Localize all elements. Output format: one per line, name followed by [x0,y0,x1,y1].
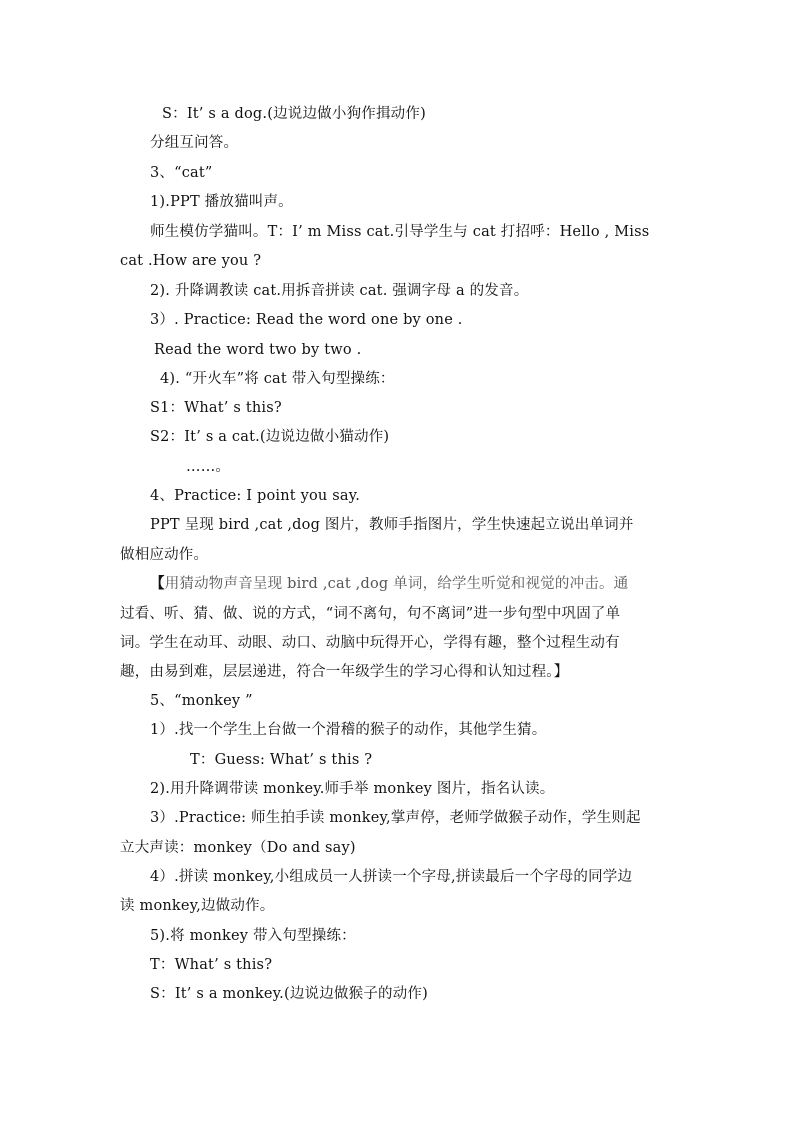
paragraph-ppt-show-cont: 做相应动作。 [120,547,209,563]
step-monkey-4: 4）.拼读 monkey,小组成员一人拼读一个字母,拼读最后一个字母的同学边 [150,869,633,885]
dialog-line-guess: T：Guess: What’ s this ? [190,752,373,768]
step-monkey-2: 2).用升降调带读 monkey.师手举 monkey 图片，指名认读。 [150,781,555,797]
commentary-line-3: 词。学生在动耳、动眼、动口、动脑中玩得开心，学得有趣，整个过程生动有 [120,635,620,651]
paragraph-cat-imitate: 师生模仿学猫叫。T：I’ m Miss cat.引导学生与 cat 打招呼：Hello , Miss [150,224,650,240]
step-cat-3-cont: Read the word two by two . [154,342,362,358]
step-monkey-4-cont: 读 monkey,边做动作。 [120,898,275,914]
section-heading-cat: 3、“cat” [150,165,213,181]
dialog-line-dog: S：It’ s a dog.(边说边做小狗作揖动作) [162,106,426,122]
section-heading-practice: 4、Practice: I point you say. [150,488,361,504]
dialog-line-s1: S1：What’ s this? [150,400,282,416]
dialog-line-s2: S2：It’ s a cat.(边说边做小猫动作) [150,429,390,445]
commentary-line-4: 趣，由易到难，层层递进，符合一年级学生的学习心得和认知过程。】 [120,664,569,680]
dialog-line-t-what: T：What’ s this? [150,957,273,973]
paragraph-group-practice: 分组互问答。 [150,135,239,151]
dialog-line-s-monkey: S：It’ s a monkey.(边说边做猴子的动作) [150,986,428,1002]
step-cat-3: 3）. Practice: Read the word one by one . [150,312,463,328]
step-cat-1: 1).PPT 播放猫叫声。 [150,194,293,210]
commentary-line-2: 过看、听、猜、做、说的方式，“词不离句，句不离词”进一步句型中巩固了单 [120,606,621,622]
paragraph-cat-imitate-cont: cat .How are you ? [120,253,262,269]
ellipsis-line: ……。 [186,459,231,475]
commentary-line-1 [150,574,628,594]
step-monkey-1: 1）.找一个学生上台做一个滑稽的猴子的动作，其他学生猜。 [150,722,547,738]
step-cat-2: 2). 升降调教读 cat.用拆音拼读 cat. 强调字母 a 的发音。 [150,283,529,299]
step-cat-4: 4). “开火车”将 cat 带入句型操练： [160,371,395,387]
commentary-open-bracket: 【 [150,575,165,592]
commentary-text-1: 用猜动物声音呈现 bird ,cat ,dog 单词，给学生听觉和视觉的冲击。通 [164,576,629,592]
section-heading-monkey: 5、“monkey ” [150,693,253,709]
step-monkey-5: 5).将 monkey 带入句型操练： [150,928,356,944]
step-monkey-3: 3）.Practice: 师生拍手读 monkey,掌声停，老师学做猴子动作，学生则起 [150,810,641,826]
paragraph-ppt-show: PPT 呈现 bird ,cat ,dog 图片，教师手指图片，学生快速起立说出单词并 [150,517,634,533]
step-monkey-3-cont: 立大声读：monkey（Do and say) [120,840,356,856]
